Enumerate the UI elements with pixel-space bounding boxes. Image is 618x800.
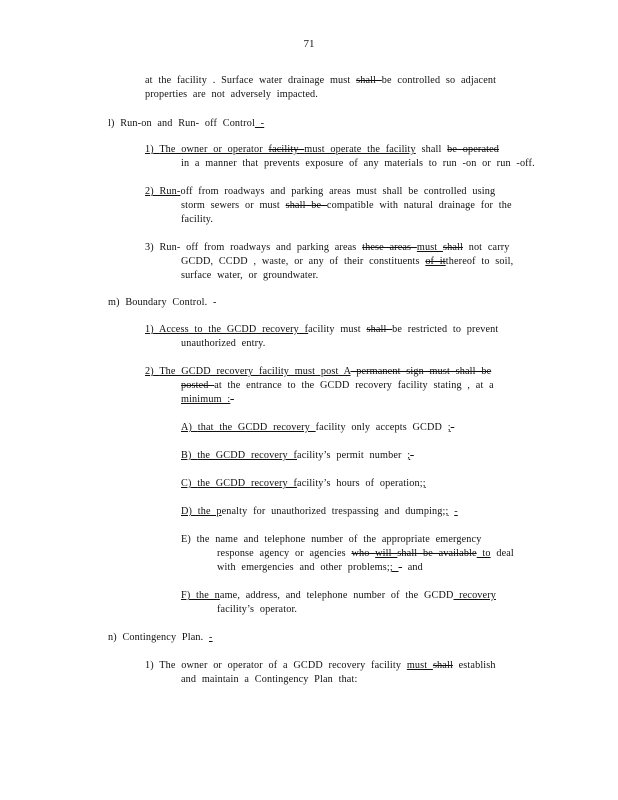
inserted-text: - <box>209 632 213 643</box>
inserted-text: - <box>454 506 458 517</box>
deleted-text: posted <box>181 380 215 391</box>
inserted-text: that the G <box>197 422 246 433</box>
text-run: storm sewers or must <box>181 200 286 211</box>
text-line <box>145 659 496 672</box>
text-line <box>181 255 513 268</box>
text-line <box>217 547 514 560</box>
deleted-text: - <box>450 422 455 433</box>
inserted-text: the GCDD recovery f <box>197 450 298 461</box>
text-line <box>108 117 264 130</box>
deleted-text: shall <box>285 200 312 211</box>
text-line <box>108 631 213 644</box>
text-run: thereof to soil, <box>445 256 514 267</box>
text-line <box>217 603 297 616</box>
inserted-text: must operate the facility <box>304 144 416 155</box>
text-run: surface water, or groundwater. <box>181 270 319 281</box>
text-line <box>181 589 496 602</box>
inserted-text: - <box>254 118 265 129</box>
inserted-text: GCDD recovery f <box>226 324 309 335</box>
text-run: facility’s operator. <box>217 604 298 615</box>
inserted-text: Access to the <box>158 324 227 335</box>
text-run: l) Run-on and Run- off Control <box>108 118 255 129</box>
text-run: be controlled so adjacent <box>381 75 497 86</box>
text-line <box>181 449 414 462</box>
text-line <box>181 269 318 282</box>
deleted-text: - <box>230 394 234 405</box>
inserted-text: B) <box>181 450 192 461</box>
inserted-text: 1) <box>145 144 154 155</box>
inserted-text: the GCDD recovery f <box>197 478 298 489</box>
deleted-text: - <box>398 562 403 573</box>
inserted-text: F) the n <box>181 590 220 601</box>
text-line <box>181 213 213 226</box>
text-line <box>181 505 458 518</box>
inserted-text: ; <box>389 562 399 573</box>
text-line <box>145 185 495 198</box>
inserted-text: C) <box>181 478 192 489</box>
revised-text: facility <box>268 144 305 155</box>
text-run: facility only accepts GCDD <box>315 422 448 433</box>
deleted-text: - <box>410 450 414 461</box>
inserted-text: 1) <box>145 324 154 335</box>
text-line <box>181 379 494 392</box>
deleted-text: these areas <box>362 242 417 253</box>
inserted-text: D) the p <box>181 506 222 517</box>
text-run: and maintain a Contingency Plan that: <box>181 674 358 685</box>
text-run: properties are not adversely impacted. <box>145 89 318 100</box>
inserted-text: The GCDD recovery facility must post A <box>159 366 351 377</box>
deleted-text: shall <box>356 75 382 86</box>
inserted-text: ; <box>407 450 411 461</box>
inserted-text: ; <box>447 422 451 433</box>
text-run: with emergencies and other problems; <box>217 562 390 573</box>
inserted-text: 2) <box>145 366 154 377</box>
text-run: off from roadways and parking areas must shall <box>180 186 409 197</box>
deleted-text: shall <box>432 660 453 671</box>
deleted-text: be <box>311 200 327 211</box>
text-run: ame, address, and telephone number of the GCDD <box>219 590 454 601</box>
deleted-text: be operated <box>447 144 500 155</box>
text-line <box>181 393 234 406</box>
inserted-text: The owner or operator <box>159 144 269 155</box>
text-run: shall <box>415 144 448 155</box>
revised-text: of it <box>425 256 446 267</box>
text-run: at the entrance to the GCDD recovery facility stating , at a <box>214 380 494 391</box>
inserted-text: CDD recovery <box>245 422 316 433</box>
deleted-text: shall be available <box>397 548 477 559</box>
text-run: facility. <box>181 214 214 225</box>
inserted-text: 2) Run- <box>145 186 181 197</box>
text-run: establish <box>452 660 496 671</box>
text-run: at the facility . Surface water drainage must <box>145 75 357 86</box>
inserted-text: must <box>416 242 443 253</box>
text-line <box>217 561 423 574</box>
inserted-text: A) <box>181 422 193 433</box>
inserted-text: ; <box>445 506 449 517</box>
deleted-text: shall <box>443 242 463 253</box>
text-line <box>145 365 491 378</box>
revised-text: will <box>375 548 398 559</box>
deleted-text: shall <box>366 324 393 335</box>
text-run: deal <box>490 548 514 559</box>
deleted-text: who <box>351 548 376 559</box>
text-line <box>181 533 481 546</box>
text-line <box>181 673 357 686</box>
inserted-text: ; <box>422 478 426 489</box>
text-run: acility’s hours of operation; <box>297 478 423 489</box>
deleted-text: permanent sign must shall be <box>350 366 492 377</box>
text-line <box>181 199 512 212</box>
text-run: be restricted to prevent <box>392 324 499 335</box>
text-run: be controlled using <box>408 186 496 197</box>
text-line <box>108 296 217 309</box>
text-run: and <box>402 562 423 573</box>
text-line <box>181 477 426 490</box>
text-line <box>181 337 265 350</box>
inserted-text: must <box>406 660 433 671</box>
text-run: acility must <box>308 324 367 335</box>
text-line <box>145 241 510 254</box>
text-line <box>145 323 498 336</box>
text-run: in a manner that prevents exposure of any materials to run -on or run -off. <box>181 158 535 169</box>
text-run: GCDD, CCDD , waste, or any of their constituents <box>181 256 426 267</box>
text-run: enalty for unauthorized trespassing and dumping; <box>221 506 446 517</box>
text-run: compatible with natural drainage for the <box>326 200 512 211</box>
inserted-text: minimum : <box>181 394 231 405</box>
page-number: 71 <box>303 38 315 50</box>
text-run: n) Contingency Plan. <box>108 632 209 643</box>
text-run: 1) The owner or operator of a GCDD recovery facility <box>145 660 407 671</box>
text-line <box>145 143 499 156</box>
inserted-text: to <box>476 548 491 559</box>
text-line <box>181 157 535 170</box>
text-line <box>145 88 318 101</box>
text-run: 3) Run- off from roadways and parking areas <box>145 242 363 253</box>
text-line <box>181 421 454 434</box>
text-run: acility’s permit number <box>297 450 408 461</box>
text-run: m) Boundary Control. - <box>108 297 217 308</box>
text-run: unauthorized entry. <box>181 338 266 349</box>
text-run: not carry <box>463 242 510 253</box>
text-run: E) the name and telephone number of the appropriate emergency <box>181 534 482 545</box>
text-run: response agency or agencies <box>217 548 352 559</box>
inserted-text: recovery <box>453 590 497 601</box>
text-line <box>145 74 496 87</box>
